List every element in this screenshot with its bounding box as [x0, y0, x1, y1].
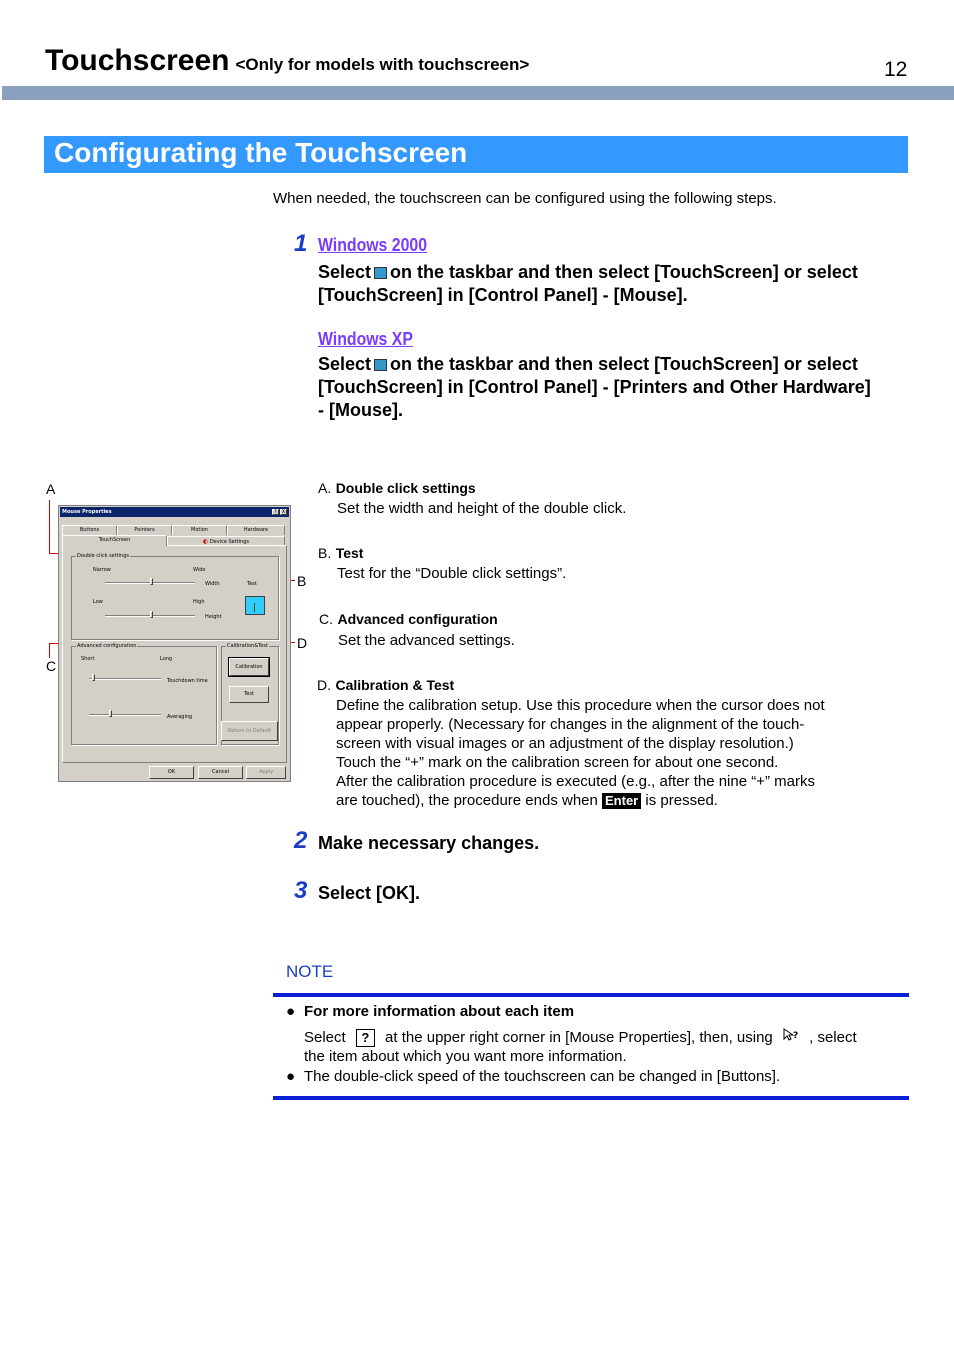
- tab-pointers[interactable]: Pointers: [117, 525, 172, 535]
- item-a: [318, 480, 476, 498]
- help-button[interactable]: ?: [272, 509, 279, 515]
- note-bullet-1-line1: [304, 1028, 857, 1048]
- desc-line: appear properly. (Necessary for changes in the alignment of the touch-: [336, 716, 805, 733]
- touchdown-label: Touchdown time: [167, 678, 208, 684]
- callout-a: A: [46, 481, 56, 497]
- desc-line: After the calibration procedure is executed (e.g., after the nine “+” marks: [336, 773, 815, 790]
- test-area-label: Test: [247, 581, 257, 587]
- dialog-title: Mouse Properties: [62, 509, 112, 515]
- item-title: Double click settings: [335, 480, 476, 496]
- desc-text: is pressed.: [645, 792, 718, 809]
- step-1-winxp-line3: - [Mouse].: [318, 400, 403, 420]
- note-bullet-2: The double-click speed of the touchscreen can be changed in [Buttons].: [304, 1068, 781, 1085]
- wide-label: Wide: [193, 567, 206, 573]
- callout-c: C: [46, 658, 57, 674]
- help-question-icon: ?: [356, 1029, 375, 1047]
- high-label: High: [193, 599, 205, 605]
- step-3-number: 3: [294, 877, 308, 904]
- select-text: Select: [318, 354, 372, 374]
- instruction-text: on the taskbar and then select [TouchScreen] or select: [390, 354, 858, 374]
- note-bullet-1-title: For more information about each item: [304, 1003, 575, 1020]
- touchdown-slider-thumb[interactable]: [92, 674, 95, 681]
- tab-label: Device Settings: [209, 539, 250, 545]
- item-letter: C.: [319, 611, 333, 627]
- callout-d: D: [297, 635, 308, 651]
- page-header-title: [45, 44, 529, 78]
- short-label: Short: [81, 656, 95, 662]
- callout-b: B: [297, 573, 307, 589]
- long-label: Long: [160, 656, 173, 662]
- item-a-desc: Set the width and height of the double click.: [337, 500, 627, 517]
- close-button[interactable]: X: [281, 509, 286, 515]
- item-title: Test: [335, 545, 364, 561]
- tab-buttons[interactable]: Buttons: [62, 525, 117, 535]
- note-top-rule: [273, 993, 909, 997]
- tab-motion[interactable]: Motion: [172, 525, 227, 535]
- touchscreen-panel: [62, 545, 287, 763]
- item-title: Advanced configuration: [337, 611, 498, 627]
- group-label: Calibration&Test: [227, 643, 268, 649]
- header-rule: [2, 86, 954, 100]
- item-d-desc: [336, 696, 876, 810]
- step-1-win2000-line1: [318, 261, 858, 284]
- windows-xp-link[interactable]: Windows XP: [318, 329, 413, 349]
- note-bullet-2-glyph: ●: [286, 1068, 296, 1085]
- item-b-desc: Test for the “Double click settings”.: [337, 565, 567, 582]
- touchdown-slider[interactable]: [89, 678, 161, 680]
- touchscreen-tray-icon: [374, 359, 387, 371]
- desc-line: Define the calibration setup. Use this procedure when the cursor does not: [336, 697, 825, 714]
- item-c-desc: Set the advanced settings.: [338, 632, 515, 649]
- height-label: Height: [205, 614, 222, 620]
- note-bullet-1-glyph: ●: [286, 1003, 296, 1020]
- item-d: [317, 677, 454, 695]
- desc-line: screen with visual images or an adjustment of the display resolution.): [336, 735, 794, 752]
- step-2-text: Make necessary changes.: [318, 833, 540, 853]
- enter-key-icon: Enter: [602, 793, 641, 809]
- item-letter: B.: [318, 545, 332, 561]
- step-1-win2000-line2: [TouchScreen] in [Control Panel] - [Mouse].: [318, 285, 688, 305]
- tab-hardware[interactable]: Hardware: [227, 525, 285, 535]
- intro-text: When needed, the touchscreen can be configured using the following steps.: [273, 190, 777, 207]
- averaging-label: Averaging: [167, 714, 193, 720]
- svg-text:?: ?: [792, 1031, 799, 1041]
- section-title: Configurating the Touchscreen: [54, 137, 468, 168]
- touchscreen-tray-icon: [374, 267, 387, 279]
- instruction-text: on the taskbar and then select [TouchScreen] or select: [390, 262, 858, 282]
- return-to-default-button[interactable]: Return to Default: [221, 721, 278, 741]
- item-letter: A.: [318, 480, 332, 496]
- item-b: [318, 545, 363, 563]
- width-label: Width: [205, 581, 220, 587]
- step-1-winxp-line2: [TouchScreen] in [Control Panel] - [Printers and Other Hardware]: [318, 377, 871, 397]
- step-1-winxp-line1: [318, 353, 858, 376]
- mouse-properties-screenshot: [58, 505, 291, 782]
- device-settings-icon: ◐: [202, 538, 209, 545]
- cancel-button[interactable]: Cancel: [198, 766, 243, 779]
- item-letter: D.: [317, 677, 331, 693]
- note-text: Select: [304, 1029, 346, 1046]
- height-slider-thumb[interactable]: [150, 611, 153, 618]
- note-text: , select: [809, 1029, 857, 1046]
- apply-button[interactable]: Apply: [246, 766, 286, 779]
- low-label: Low: [93, 599, 103, 605]
- desc-line: Touch the “+” mark on the calibration screen for about one second.: [336, 754, 779, 771]
- header-title: Touchscreen: [45, 44, 230, 77]
- item-title: Calibration & Test: [335, 677, 455, 693]
- step-2-number: 2: [294, 827, 308, 854]
- group-label: Advanced configuration: [77, 643, 137, 649]
- tab-touchscreen[interactable]: TouchScreen: [62, 535, 167, 546]
- callout-a-line: [49, 500, 50, 553]
- averaging-slider-thumb[interactable]: [109, 710, 112, 717]
- test-area-tree-icon: [254, 603, 255, 612]
- averaging-slider[interactable]: [89, 714, 161, 716]
- desc-line: [336, 791, 876, 810]
- touch-test-button[interactable]: Test: [229, 686, 269, 703]
- header-subtitle: <Only for models with touchscreen>: [235, 55, 530, 74]
- width-slider-thumb[interactable]: [150, 578, 153, 585]
- desc-text: are touched), the procedure ends when: [336, 792, 598, 809]
- help-pointer-icon: [783, 1028, 799, 1048]
- step-1-number: 1: [294, 230, 308, 257]
- windows-2000-link[interactable]: Windows 2000: [318, 235, 428, 255]
- note-bottom-rule: [273, 1096, 909, 1100]
- dialog-titlebar: [60, 507, 289, 517]
- ok-button[interactable]: OK: [149, 766, 194, 779]
- select-text: Select: [318, 262, 372, 282]
- group-label: Double click settings: [77, 553, 130, 559]
- step-3-text: Select [OK].: [318, 883, 421, 903]
- calibration-button[interactable]: Calibration: [229, 658, 269, 676]
- page-number: 12: [884, 58, 908, 81]
- note-bullet-1-line2: the item about which you want more information.: [304, 1048, 627, 1065]
- callout-c-line: [49, 643, 50, 658]
- note-title: NOTE: [286, 962, 334, 981]
- double-click-test-area[interactable]: [245, 596, 265, 615]
- note-text: at the upper right corner in [Mouse Properties], then, using: [385, 1029, 773, 1046]
- narrow-label: Narrow: [93, 567, 111, 573]
- item-c: [319, 611, 498, 629]
